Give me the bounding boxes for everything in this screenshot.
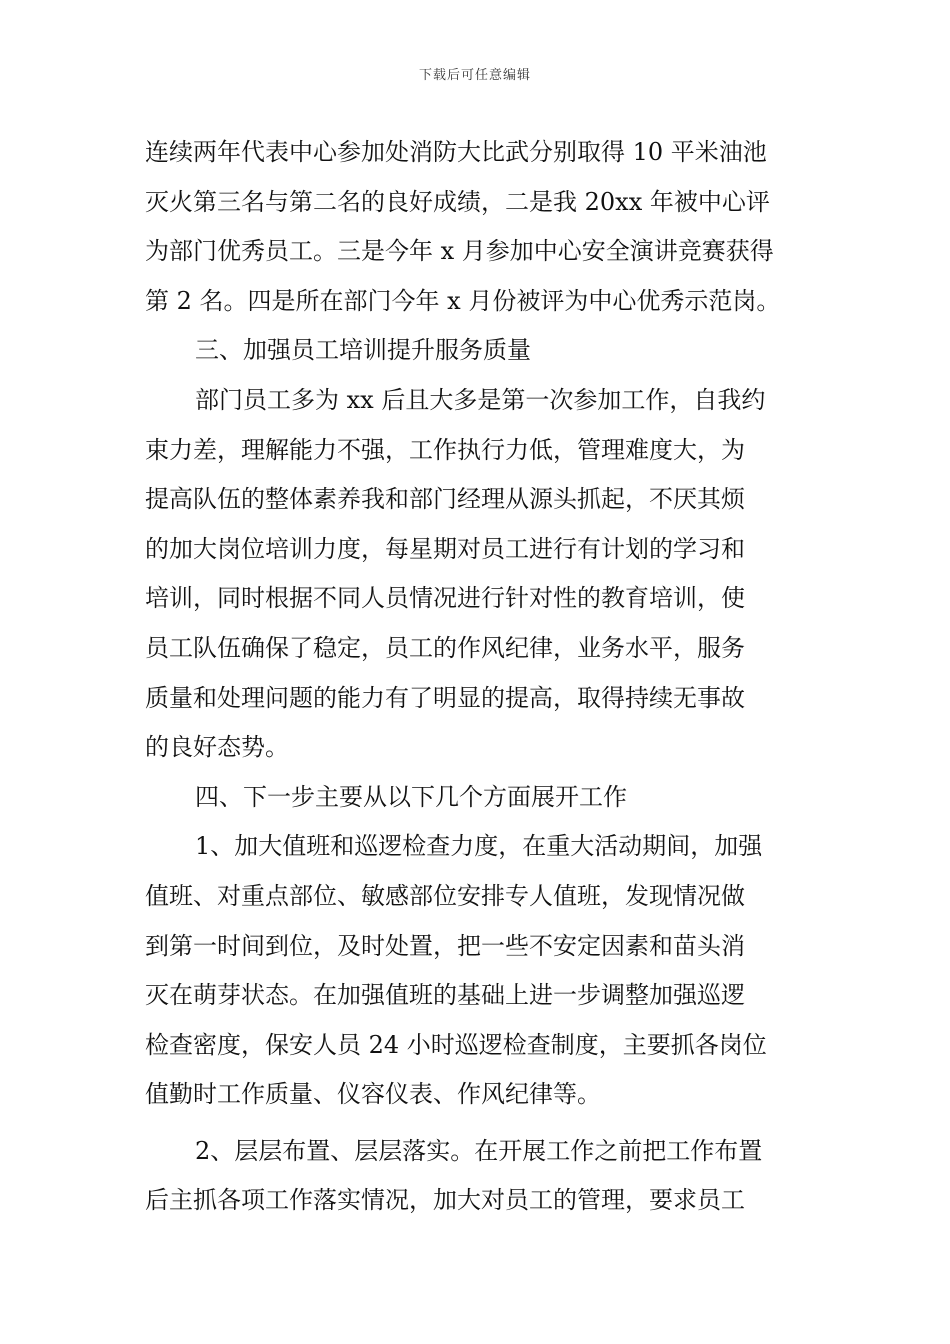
text-line: 灭火第三名与第二名的良好成绩，二是我 20xx 年被中心评 <box>145 187 770 216</box>
text-line: 检查密度，保安人员 24 小时巡逻检查制度，主要抓各岗位 <box>145 1030 767 1059</box>
text-line: 第 2 名。四是所在部门今年 x 月份被评为中心优秀示范岗。 <box>145 286 781 315</box>
section-heading: 四、下一步主要从以下几个方面展开工作 <box>195 782 627 811</box>
text-line: 值勤时工作质量、仪容仪表、作风纪律等。 <box>145 1080 601 1109</box>
text-line: 到第一时间到位，及时处置，把一些不安定因素和苗头消 <box>145 931 745 960</box>
text-line: 值班、对重点部位、敏感部位安排专人值班，发现情况做 <box>145 881 745 910</box>
text-line: 为部门优秀员工。三是今年 x 月参加中心安全演讲竞赛获得 <box>145 237 774 266</box>
text-line: 培训，同时根据不同人员情况进行针对性的教育培训，使 <box>145 584 745 613</box>
text-line: 束力差，理解能力不强，工作执行力低，管理难度大，为 <box>145 435 745 464</box>
document-body <box>145 128 807 1226</box>
text-line: 1、加大值班和巡逻检查力度，在重大活动期间，加强 <box>195 832 763 861</box>
text-line: 连续两年代表中心参加处消防大比武分别取得 10 平米油池 <box>145 138 767 166</box>
text-line: 员工队伍确保了稳定，员工的作风纪律，业务水平，服务 <box>145 633 745 662</box>
text-line: 后主抓各项工作落实情况，加大对员工的管理，要求员工 <box>145 1186 745 1215</box>
text-line: 2、层层布置、层层落实。在开展工作之前把工作布置 <box>195 1136 763 1165</box>
text-line: 灭在萌芽状态。在加强值班的基础上进一步调整加强巡逻 <box>145 981 745 1010</box>
text-line: 提高队伍的整体素养我和部门经理从源头抓起，不厌其烦 <box>145 485 745 514</box>
page-header-note: 下载后可任意编辑 <box>418 68 531 83</box>
text-line: 的加大岗位培训力度，每星期对员工进行有计划的学习和 <box>145 534 745 563</box>
text-line: 部门员工多为 xx 后且大多是第一次参加工作，自我约 <box>195 385 766 414</box>
section-heading: 三、加强员工培训提升服务质量 <box>195 336 531 365</box>
text-line: 的良好态势。 <box>145 733 289 762</box>
text-line: 质量和处理问题的能力有了明显的提高，取得持续无事故 <box>145 683 745 712</box>
